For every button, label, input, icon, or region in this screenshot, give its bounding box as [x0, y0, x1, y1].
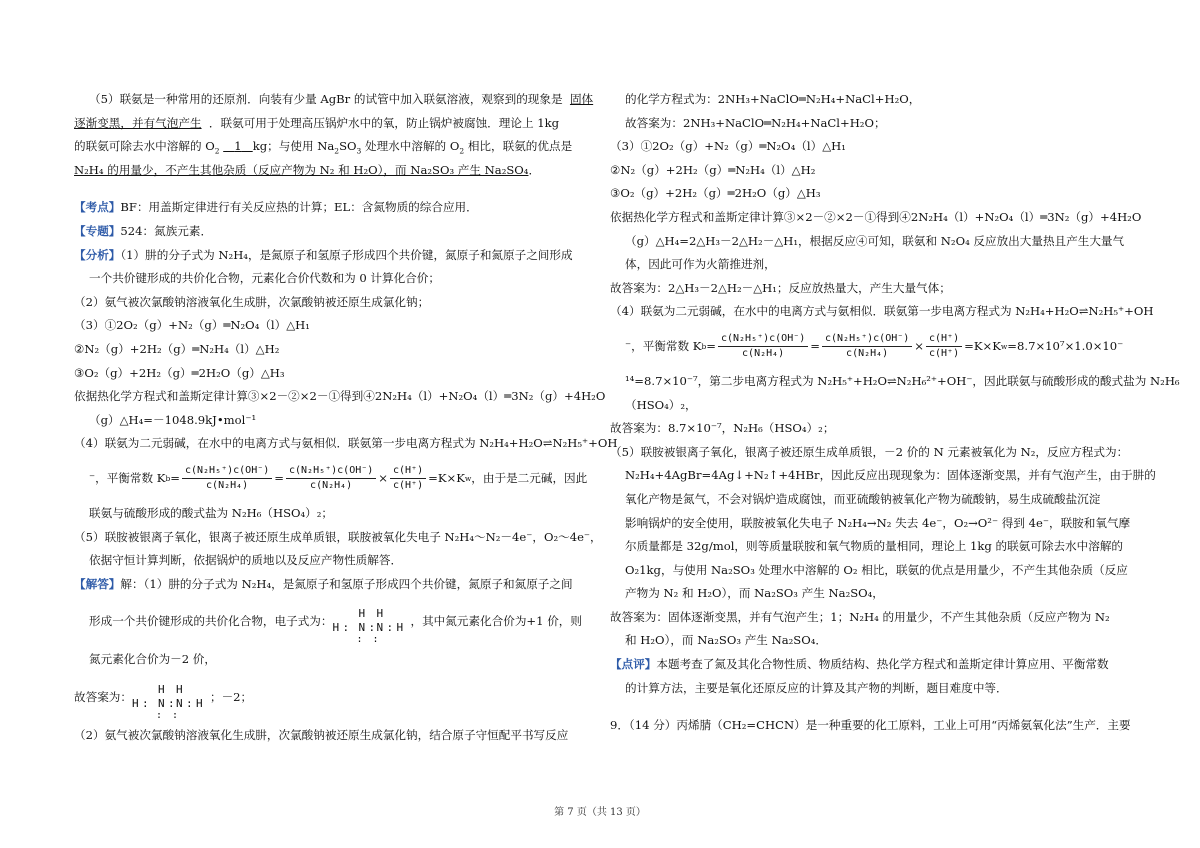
- fraction: $\frac{\text{c(N₂H₅⁺)c(OH⁻)}}{\text{c(N₂H₄)}}$: [718, 332, 808, 361]
- answer-blank: 逐渐变黑，并有气泡产生: [74, 115, 202, 130]
- text-line: 的计算方法，主要是氧化还原反应的计算及其产物的判断，题目难度中等．: [625, 680, 1008, 695]
- jieda-tag: 【解答】: [74, 576, 121, 591]
- kaodian-line: [74, 196, 594, 220]
- text-line: 氧化产物是氮气，不会对锅炉造成腐蚀，而亚硫酸钠被氧化产物为硫酸钠，易生成硫酸盐沉淀: [625, 491, 1101, 506]
- text-line: 故答案为： H H H : N : N : H : : ；－2；: [74, 672, 594, 724]
- text-line: （2）氨气被次氯酸钠溶液氧化生成肼，次氯酸钠被还原生成氯化钠；: [74, 294, 430, 309]
- fenxi-line: [74, 244, 594, 268]
- fraction: $\frac{\text{c(N₂H₅⁺)c(OH⁻)}}{\text{c(N₂H₄)}}$: [182, 464, 272, 493]
- text-line: 依据守恒计算判断，依据锅炉的质地以及反应产物性质解答．: [89, 553, 403, 568]
- fraction: $\frac{\text{c(N₂H₅⁺)c(OH⁻)}}{\text{c(N₂H₄)}}$: [286, 464, 376, 493]
- text-line: 一个共价键形成的共价化合物，元素化合价代数和为 0 计算化合价；: [89, 271, 440, 286]
- equilibrium-constant-formula: ⁻，平衡常数 K b = $\frac{\text{c(N₂H₅⁺)c(OH⁻)}}{\text{c(N₂H₄)}}$ = $\frac{\text{c(N₂H₅⁺)c(OH⁻)}}{\text{c(N₂H₄)}}$ × $\frac{c(H^+)}{c(H^+)}$ =K×K w =8.7×10⁷×1.0×10⁻: [625, 333, 1124, 360]
- text: BF：用盖斯定律进行有关反应热的计算；EL：含氮物质的综合应用．: [120, 200, 478, 215]
- text-line: 联氨与硫酸形成的酸式盐为 N₂H₆（HSO₄）₂；: [89, 505, 333, 520]
- equilibrium-constant-formula: ⁻，平衡常数 K b = $\frac{\text{c(N₂H₅⁺)c(OH⁻)}}{\text{c(N₂H₄)}}$ = $\frac{\text{c(N₂H₅⁺)c(OH⁻)}}{\text{c(N₂H₄)}}$ × $\frac{c(H^+)}{c(H^+)}$ =K×K w ，由于是二元碱，因此: [89, 465, 588, 492]
- text: （1）肼的分子式为 N₂H₄，是氮原子和氢原子形成四个共价键，氮原子和氮原子之间形成: [120, 247, 573, 262]
- text-line: [74, 112, 594, 136]
- text-line: 故答案为：8.7×10⁻⁷，N₂H₆（HSO₄）₂；: [610, 421, 835, 436]
- text-line: 形成一个共价键形成的共价化合物，电子式为： H H H : N : N : H : : ，其中氮元素化合价为+1 价，则: [74, 596, 594, 648]
- text-line: （5）联胺被银离子氧化，银离子被还原生成单质银，联胺被氧化失电子 N₂H₄～N₂－4e⁻，O₂～4e⁻，: [74, 529, 602, 544]
- text: 524：氮族元素．: [120, 223, 213, 238]
- fraction: $\frac{\text{c(N₂H₅⁺)c(OH⁻)}}{\text{c(N₂H₄)}}$: [822, 332, 912, 361]
- text: （5）联氨是一种常用的还原剂．向装有少量 AgBr 的试管中加入联氨溶液，观察到的现象是: [89, 92, 563, 106]
- equation-line: ③O₂（g）+2H₂（g）═2H₂O（g）△H₃: [610, 186, 821, 201]
- jieda-line: [74, 573, 594, 597]
- text-line: 和 H₂O），而 Na₂SO₃ 产生 Na₂SO₄．: [625, 633, 827, 648]
- equation-line: ③O₂（g）+2H₂（g）═2H₂O（g）△H₃: [74, 365, 285, 380]
- text-line: （4）联氨为二元弱碱，在水中的电离方式与氨相似．联氨第一步电离方程式为 N₂H₄+H₂O⇌N₂H₅⁺+OH: [74, 436, 618, 451]
- text-line: 依据热化学方程式和盖斯定律计算③×2－②×2－①得到④2N₂H₄（l）+N₂O₄（l）═3N₂（g）+4H₂O: [610, 209, 1142, 224]
- fraction: $\frac{c(H^+)}{c(H^+)}$: [390, 464, 426, 493]
- text-line: 氮元素化合价为－2 价，: [89, 652, 216, 667]
- text-line: （g）△H₄=2△H₃－2△H₂－△H₁，根据反应④可知，联氨和 N₂O₄ 反应放出大量热且产生大量气: [625, 233, 1125, 248]
- text-line: ¹⁴=8.7×10⁻⁷，第二步电离方程式为 N₂H₅⁺+H₂O⇌N₂H₆²⁺+OH⁻，因此联氨与硫酸形成的酸式盐为 N₂H₆: [625, 373, 1180, 388]
- text-line: N₂H₄+4AgBr=4Ag↓+N₂↑+4HBr，因此反应出现现象为：固体逐渐变黑，并有气泡产生，由于肼的: [625, 468, 1156, 483]
- dianping-tag: 【点评】: [610, 657, 657, 672]
- text-line: （5）联胺被银离子氧化，银离子被还原生成单质银，－2 价的 N 元素被氧化为 N₂，反应方程式为：: [610, 444, 1129, 459]
- left-column: [74, 88, 618, 747]
- text: 本题考查了氮及其化合物性质、物质结构、热化学方程式和盖斯定律计算应用、平衡常数: [656, 657, 1109, 672]
- equation-line: （3）①2O₂（g）+N₂（g）═N₂O₄（l）△H₁: [610, 139, 846, 154]
- question-9-line: 9．（14 分）丙烯腈（CH₂=CHCN）是一种重要的化工原料，工业上可用“丙烯氨氧化法”生产．主要: [610, 718, 1131, 733]
- text-line: 体，因此可作为火箭推进剂，: [625, 257, 776, 272]
- text-line: [74, 88, 594, 112]
- fenxi-tag: 【分析】: [74, 247, 121, 262]
- text-line: N₂H₄ 的用量少，不产生其他杂质（反应产物为 N₂ 和 H₂O），而 Na₂SO₃ 产生 Na₂SO₄．: [74, 162, 541, 177]
- answer-blank: 固体: [569, 92, 594, 106]
- zhuanti-tag: 【专题】: [74, 223, 121, 238]
- equation-line: （3）①2O₂（g）+N₂（g）═N₂O₄（l）△H₁: [74, 318, 310, 333]
- text-line: 尔质量都是 32g/mol，则等质量联胺和氧气物质的量相同，理论上 1kg 的联氨可除去水中溶解的: [625, 539, 1124, 554]
- text-line: （HSO₄）₂，: [625, 397, 697, 412]
- text: kg；与使用 Na: [252, 139, 335, 154]
- right-column: [610, 88, 1180, 738]
- zhuanti-line: [74, 220, 594, 244]
- text-line: （4）联氨为二元弱碱，在水中的电离方式与氨相似．联氨第一步电离方程式为 N₂H₄+H₂O⇌N₂H₅⁺+OH: [610, 304, 1154, 319]
- answer-blank: 1: [234, 139, 242, 154]
- text-line: （g）△H₄=－1048.9kJ•mol⁻¹: [89, 412, 257, 427]
- text-line: O₂1kg，与使用 Na₂SO₃ 处理水中溶解的 O₂ 相比，联氨的优点是用量少，不产生其他杂质（反应: [625, 562, 1128, 577]
- equation-line: ②N₂（g）+2H₂（g）═N₂H₄（l）△H₂: [610, 162, 816, 177]
- text: 解：（1）肼的分子式为 N₂H₄，是氮原子和氢原子形成四个共价键，氮原子和氮原子之间: [120, 576, 573, 591]
- page-footer: 第 7 页（共 13 页）: [554, 807, 646, 818]
- kaodian-tag: 【考点】: [74, 200, 121, 215]
- hydrazine-lewis-structure: H H H : N : N : H : :: [332, 607, 404, 646]
- hydrazine-lewis-structure: H H H : N : N : H : :: [131, 682, 203, 721]
- fraction: $\frac{c(H^+)}{c(H^+)}$: [926, 332, 962, 361]
- text-line: （2）氨气被次氯酸钠溶液氧化生成肼，次氯酸钠被还原生成氯化钠，结合原子守恒配平书写反应: [74, 727, 569, 742]
- text-line: 产物为 N₂ 和 H₂O），而 Na₂SO₃ 产生 Na₂SO₄，: [625, 586, 884, 601]
- text-line: 的化学方程式为：2NH₃+NaClO═N₂H₄+NaCl+H₂O，: [625, 92, 921, 106]
- text-line: 故答案为：2NH₃+NaClO═N₂H₄+NaCl+H₂O；: [625, 115, 886, 130]
- text-line: 故答案为：固体逐渐变黑，并有气泡产生；1；N₂H₄ 的用量少，不产生其他杂质（反应产物为 N₂: [610, 609, 1110, 624]
- answer-blank: N₂H₄ 的用量少，不产生其他杂质（反应产物为 N₂ 和 H₂O），而 Na₂SO₃ 产生 Na₂SO₄: [74, 162, 529, 177]
- dianping-line: [610, 653, 1130, 677]
- text: ．联氨可用于处理高压锅炉水中的氧，防止锅炉被腐蚀．理论上 1kg: [208, 115, 560, 130]
- text-line: 影响锅炉的安全使用，联胺被氧化失电子 N₂H₄→N₂ 失去 4e⁻，O₂→O²⁻ 得到 4e⁻，联胺和氧气摩: [625, 515, 1131, 530]
- text: 的联氨可除去水中溶解的 O: [74, 139, 215, 154]
- equation-line: ②N₂（g）+2H₂（g）═N₂H₄（l）△H₂: [74, 341, 280, 356]
- text-line: 依据热化学方程式和盖斯定律计算③×2－②×2－①得到④2N₂H₄（l）+N₂O₄（l）═3N₂（g）+4H₂O: [74, 389, 606, 404]
- text-line: 的联氨可除去水中溶解的 $O_2$ 1 kg；与使用 $Na_2SO_3$ 处理水中溶解的 $O_2$ 相比，联氨的优点是: [74, 139, 573, 156]
- text-line: 故答案为：2△H₃－2△H₂－△H₁；反应放热量大，产生大量气体；: [610, 280, 951, 295]
